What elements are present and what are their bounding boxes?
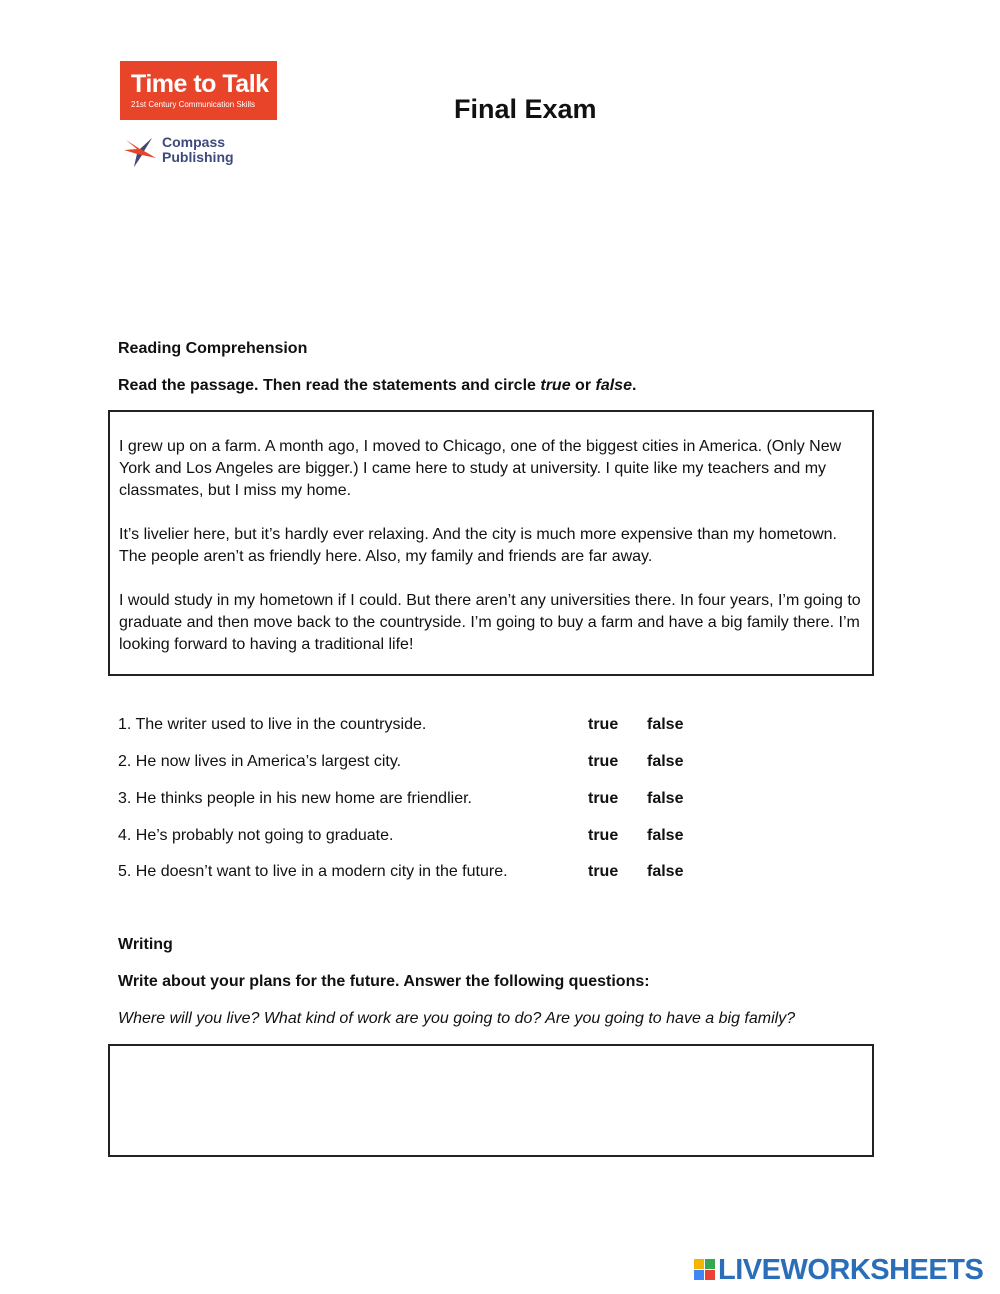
option-false[interactable]: false [647,863,684,880]
question-text: 1. The writer used to live in the countryside. [118,716,427,733]
question-row-3 [118,790,718,814]
option-true[interactable]: true [588,863,619,880]
compass-publishing-logo [122,132,252,172]
question-row-1 [118,716,718,740]
passage-paragraph-1: I grew up on a farm. A month ago, I moved to Chicago, one of the biggest cities in America. (Only New York and Los Angeles are bigger.) I came here to study at university. I quite like my teachers and my classmates, but I miss my home. [119,438,842,499]
question-text: 4. He’s probably not going to graduate. [118,827,394,844]
option-false[interactable]: false [647,753,684,770]
writing-instruction: Write about your plans for the future. Answer the following questions: [118,973,650,990]
passage-paragraph-3: I would study in my hometown if I could. But there aren’t any universities there. In four years, I’m going to graduate and then move back to the countryside. I’m going to buy a farm and have a big family there. I’m looking forward to having a traditional life! [119,592,861,653]
logo-main-text: Time to Talk [131,70,269,98]
writing-heading: Writing [118,936,173,953]
question-row-2 [118,753,718,777]
option-true[interactable]: true [588,753,619,770]
liveworksheets-wordmark: LIVEWORKSHEETS [718,1254,984,1286]
compass-star-icon [122,134,158,168]
option-true[interactable]: true [588,827,619,844]
option-false[interactable]: false [647,827,684,844]
option-true[interactable]: true [588,790,619,807]
publisher-line2: Publishing [162,149,234,165]
question-row-4 [118,827,718,851]
logo-sub-text: 21st Century Communication Skills [131,100,256,109]
question-text: 2. He now lives in America’s largest city. [118,753,402,770]
reading-heading: Reading Comprehension [118,340,308,357]
option-false[interactable]: false [647,790,684,807]
passage-box [108,410,874,676]
writing-answer-box[interactable] [108,1044,874,1157]
reading-instruction: Read the passage. Then read the statements and circle true or false. [118,377,637,394]
option-true[interactable]: true [588,716,619,733]
question-text: 3. He thinks people in his new home are friendlier. [118,790,472,807]
question-row-5 [118,863,718,887]
option-false[interactable]: false [647,716,684,733]
page-title: Final Exam [454,94,597,124]
question-text: 5. He doesn’t want to live in a modern city in the future. [118,863,508,880]
time-to-talk-logo [120,61,277,120]
liveworksheets-grid-icon [694,1259,716,1281]
publisher-line1: Compass [162,134,226,150]
writing-prompt: Where will you live? What kind of work are you going to do? Are you going to have a big family? [118,1010,796,1027]
passage-paragraph-2: It’s livelier here, but it’s hardly ever relaxing. And the city is much more expensive than my hometown. The people aren’t as friendly here. Also, my family and friends are far away. [119,526,837,565]
